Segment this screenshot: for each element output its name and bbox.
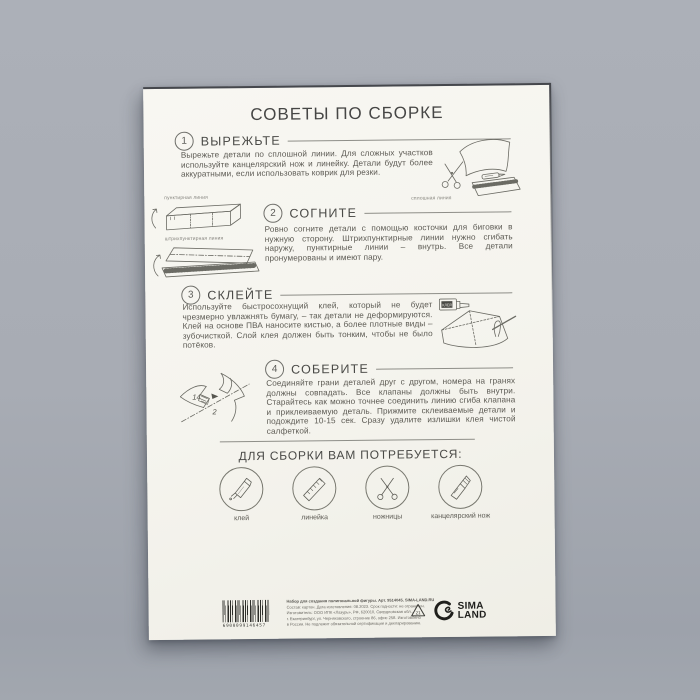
step-number-badge: 2 — [263, 204, 282, 223]
heading-rule — [376, 367, 513, 369]
tools-heading: ДЛЯ СБОРКИ ВАМ ПОТРЕБУЕТСЯ: — [238, 446, 463, 464]
svg-text:2: 2 — [212, 407, 217, 417]
fold-crease-illustration — [147, 245, 261, 282]
section-4-body: Соединяйте грани деталей друг с другом, номера на гранях должны совпадать. Все клапаны должны быть внутри. Старайтесь как можно точнее соединить линию сгиба клапана и приклеиваемую деталь. Прижмите склеиваемые детали и подождите 10-15 сек. Сразу удалите излишки клея чистой салфеткой. — [266, 376, 516, 436]
svg-text:14: 14 — [192, 392, 201, 402]
heading-rule — [364, 211, 511, 214]
utility-knife-icon — [443, 470, 477, 504]
section-divider — [220, 439, 475, 443]
section-4-heading: 4 СОБЕРИТЕ — [265, 357, 513, 379]
mammoth-logo-icon — [432, 599, 455, 622]
instruction-sheet — [143, 83, 556, 640]
glue-application-illustration — [435, 293, 522, 354]
recycling-triangle-icon — [411, 603, 426, 617]
fine-print: Набор для создания полигональной фигуры. Арт. 9514045. SIMA-LAND.RU Состав: картон. Дата изготовления: 08.2023. Срок годности: не ограничен. Изготовитель: ООО ИПК «Лазурь», РФ, 620010, Свердловская обл., г. Екатеринбург, ул. Черняховского, строение 86, офис 258. Изготовлено в России. Не подлежит обязательной сертификации и декларированию. — [286, 597, 435, 627]
tool-label: клей — [234, 515, 250, 523]
brand-logo — [432, 599, 486, 623]
svg-text:21: 21 — [415, 610, 421, 616]
svg-text:КЛЕЙ: КЛЕЙ — [442, 303, 452, 308]
dashdot-line-label: штрихпунктирная линия — [164, 236, 224, 242]
page-title: СОВЕТЫ ПО СБОРКЕ — [250, 103, 444, 125]
step-number-badge: 1 — [175, 132, 194, 151]
tool-scissors — [356, 465, 419, 522]
section-1-heading: 1 ВЫРЕЖЬТЕ — [175, 128, 511, 151]
glue-tube-icon — [224, 472, 258, 506]
scissors-cutting-illustration — [432, 131, 523, 200]
section-3-heading: 3 СКЛЕЙТЕ — [181, 282, 512, 304]
solid-line-label: сплошная линия — [411, 195, 452, 202]
tool-glue — [210, 467, 273, 524]
tool-ruler — [283, 466, 346, 523]
fold-box-illustration — [146, 201, 260, 234]
section-1-body: Вырежьте детали по сплошной линии. Для сложных участков используйте канцелярский нож и линейку. Детали будут более аккуратными, если использовать коврик для резки. — [180, 148, 433, 179]
barcode-digits: 6900099146457 — [222, 622, 266, 629]
ruler-icon — [297, 471, 331, 505]
barcode — [222, 600, 269, 630]
scissors-icon — [370, 470, 404, 504]
tools-row — [147, 464, 555, 525]
tool-label: линейка — [301, 514, 329, 522]
tool-utility-knife — [429, 465, 492, 522]
step-number-badge: 3 — [181, 286, 200, 305]
barcode-bars — [222, 600, 269, 622]
joining-pieces-illustration — [177, 369, 260, 428]
section-2-heading: 2 СОГНИТЕ — [263, 201, 511, 223]
brand-name: SIMA LAND — [457, 600, 487, 621]
section-3-body: Используйте быстросохнущий клей, который не будет чрезмерно увлажнять бумагу, – так детали не деформируются. Клей на основе ПВА наносите кистью, а более плотные виды – зубочисткой. Слой клея должен быть тонким, чтобы не было потёков. — [182, 300, 433, 350]
dotted-line-label: пунктирная линия — [164, 195, 208, 201]
tool-label: канцелярский нож — [431, 512, 491, 521]
step-number-badge: 4 — [265, 360, 284, 379]
tool-label: ножницы — [373, 513, 403, 521]
section-2-body: Ровно согните детали с помощью косточки для биговки в нужную сторону. Штрихпунктирные линии нужно сгибать наружу, пунктирные линии – внутрь. Все детали пронумерованы и имеют пару. — [264, 222, 513, 263]
